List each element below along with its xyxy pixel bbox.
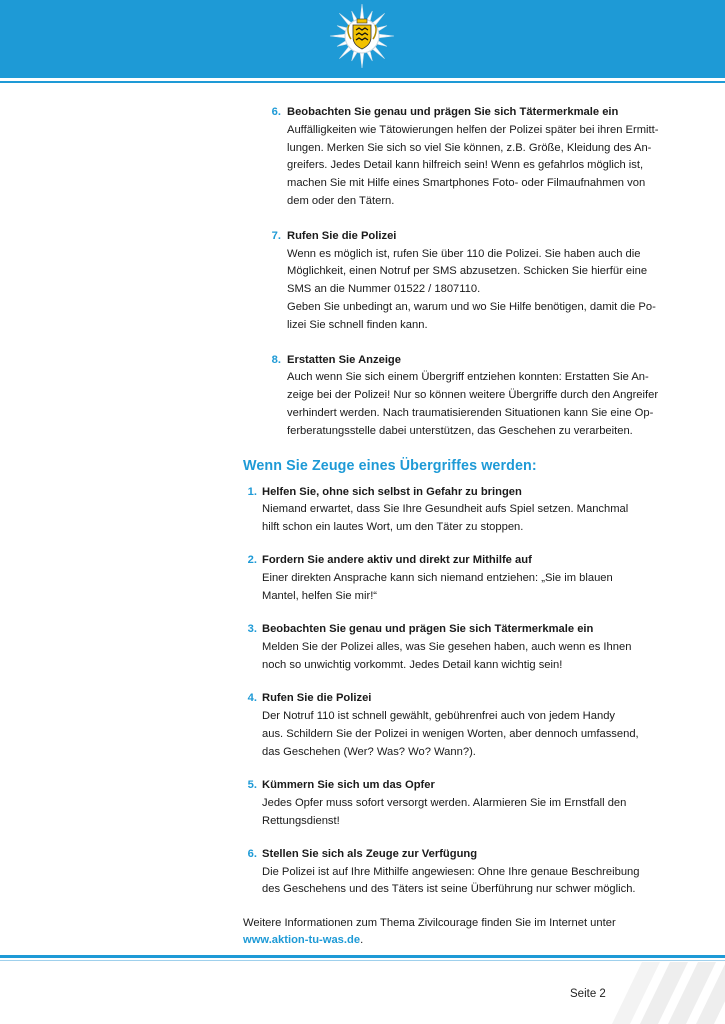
item-text-line: SMS an die Nummer 01522 / 1807110.	[287, 283, 481, 296]
list-item	[247, 690, 655, 761]
item-number: 8.	[271, 353, 281, 366]
list-item	[271, 104, 659, 211]
item-number: 2.	[247, 554, 257, 567]
item-title: Kümmern Sie sich um das Opfer	[262, 778, 435, 791]
item-number: 5.	[247, 778, 257, 791]
item-number: 6.	[247, 847, 257, 860]
item-text-line: aus. Schildern Sie der Polizei in wenigen Worten, aber dennoch umfassend,	[262, 727, 639, 740]
item-text-line: Jedes Opfer muss sofort versorgt werden. Alarmieren Sie im Ernstfall den	[262, 796, 627, 809]
list-item	[247, 484, 655, 537]
item-title: Beobachten Sie genau und prägen Sie sich Tätermerkmale ein	[262, 623, 594, 636]
item-text-line: Der Notruf 110 ist schnell gewählt, gebührenfrei auch von jedem Handy	[262, 710, 616, 723]
item-text-line: Möglichkeit, einen Notruf per SMS abzusetzen. Schicken Sie hierfür eine	[287, 265, 648, 278]
item-title: Rufen Sie die Polizei	[287, 229, 397, 242]
header-divider	[0, 81, 725, 83]
list-item	[247, 846, 655, 899]
page-number: Seite 2	[570, 988, 606, 1000]
item-title: Helfen Sie, ohne sich selbst in Gefahr zu bringen	[262, 485, 522, 498]
item-text-line: Auffälligkeiten wie Tätowierungen helfen der Polizei später bei ihren Ermitt-	[287, 123, 659, 136]
item-text-line: Auch wenn Sie sich einem Übergriff entziehen konnten: Erstatten Sie An-	[287, 371, 649, 384]
item-text-line: dem oder den Tätern.	[287, 194, 395, 207]
item-title: Beobachten Sie genau und prägen Sie sich Tätermerkmale ein	[287, 106, 619, 118]
item-text-line: Melden Sie der Polizei alles, was Sie gesehen haben, auch wenn es Ihnen	[262, 641, 632, 654]
list-item	[247, 777, 655, 830]
item-number: 1.	[247, 485, 257, 498]
witness-advice-list	[0, 484, 725, 900]
item-text-line: Niemand erwartet, dass Sie Ihre Gesundheit aufs Spiel setzen. Manchmal	[262, 503, 629, 516]
list-item	[247, 621, 655, 674]
item-text-line: das Geschehen (Wer? Was? Wo? Wann?).	[262, 745, 476, 758]
item-title: Fordern Sie andere aktiv und direkt zur Mithilfe auf	[262, 554, 532, 567]
list-item	[271, 352, 659, 441]
item-title: Stellen Sie sich als Zeuge zur Verfügung	[262, 847, 478, 860]
item-text-line: zeige bei der Polizei! Nur so können weitere Übergriffe durch den Angreifer	[287, 389, 659, 402]
item-number: 6.	[271, 106, 281, 118]
item-text-line: lizei Sie schnell finden kann.	[287, 318, 428, 331]
police-star-badge-icon	[329, 3, 395, 69]
list-item	[247, 552, 655, 605]
item-text-line: lungen. Merken Sie sich so viel Sie können, z.B. Größe, Kleidung des An-	[287, 141, 652, 154]
item-text-line: ferberatungsstelle dabei unterstützen, das Geschehen zu verarbeiten.	[287, 424, 633, 437]
item-text-line: Wenn es möglich ist, rufen Sie über 110 die Polizei. Sie haben auch die	[287, 247, 641, 260]
item-text-line: hilft schon ein lautes Wort, um den Täter zu stoppen.	[262, 521, 524, 534]
item-number: 4.	[247, 692, 257, 705]
footer-note-text: Weitere Informationen zum Thema Zivilcourage finden Sie im Internet unter	[243, 916, 616, 929]
footer-note-period: .	[360, 934, 364, 947]
item-title: Erstatten Sie Anzeige	[287, 353, 401, 366]
item-text-line: greifers. Jedes Detail kann hilfreich sein! Wenn es gefahrlos möglich ist,	[287, 159, 644, 172]
item-text-line: Rettungsdienst!	[262, 814, 340, 827]
item-text-line: verhindert werden. Nach traumatisierenden Situationen kann Sie eine Op-	[287, 406, 654, 419]
item-title: Rufen Sie die Polizei	[262, 692, 372, 705]
item-text-line: Geben Sie unbedingt an, warum und wo Sie Hilfe benötigen, damit die Po-	[287, 300, 656, 313]
list-item	[271, 228, 659, 335]
item-text-line: noch so unwichtig vorkommt. Jedes Detail kann wichtig sein!	[262, 658, 563, 671]
footer-bar	[0, 955, 725, 958]
website-link[interactable]: www.aktion-tu-was.de	[243, 934, 361, 947]
document-body	[0, 104, 725, 950]
item-text-line: Einer direkten Ansprache kann sich niemand entziehen: „Sie im blauen	[262, 572, 613, 585]
item-number: 7.	[271, 229, 281, 242]
item-text-line: Die Polizei ist auf Ihre Mithilfe angewiesen: Ohne Ihre genaue Beschreibung	[262, 865, 640, 878]
decorative-stripes	[610, 962, 725, 1024]
footer-bar-thin	[0, 960, 725, 961]
item-text-line: Mantel, helfen Sie mir!“	[262, 590, 378, 603]
item-number: 3.	[247, 623, 257, 636]
footer-note	[243, 915, 655, 951]
section-title: Wenn Sie Zeuge eines Übergriffes werden:	[243, 457, 537, 474]
victim-advice-list	[0, 104, 725, 441]
item-text-line: des Geschehens und des Täters ist seine Überführung nur schwer möglich.	[262, 883, 636, 896]
item-text-line: machen Sie mit Hilfe eines Smartphones Foto- oder Filmaufnahmen von	[287, 177, 646, 190]
